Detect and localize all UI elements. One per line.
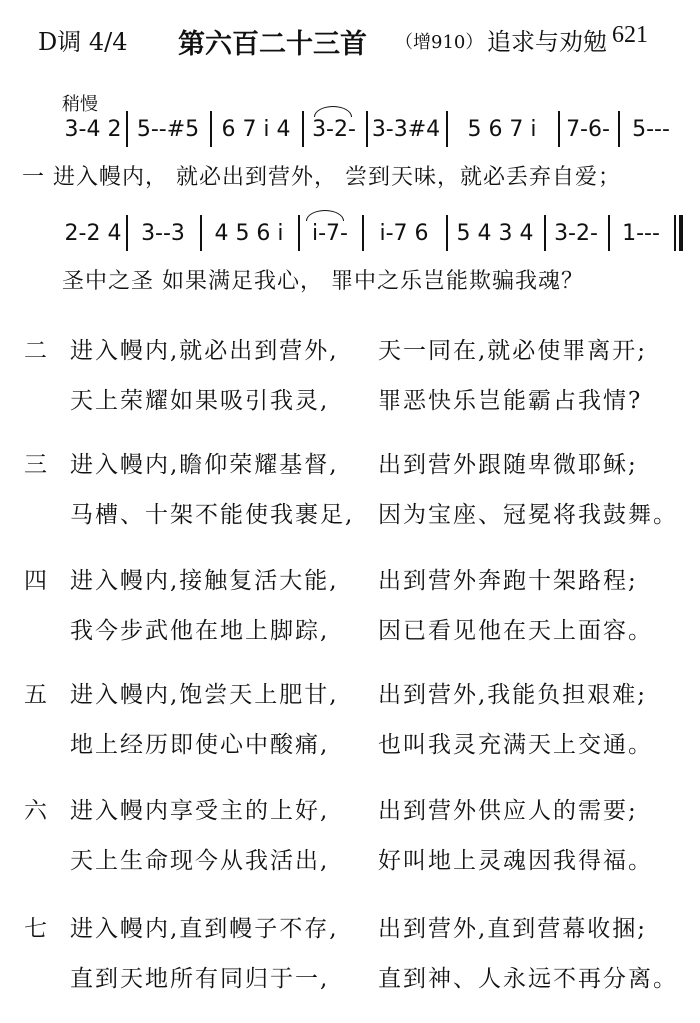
verse-line: 出到营外,我能负担艰难;: [378, 682, 648, 708]
verse-line: 进入幔内,接触复活大能,: [70, 568, 339, 594]
slur-mark: [306, 210, 344, 221]
verse-line: 天上生命现今从我活出,: [70, 848, 330, 874]
measure: 5 4 3 4: [456, 221, 534, 246]
measure: 1---: [622, 221, 660, 246]
lyric-line-2: 圣中之圣 如果满足我心， 罪中之乐岂能欺骗我魂？: [62, 269, 584, 294]
verse-line: 直到神、人永远不再分离。: [378, 966, 678, 992]
measure: 3-4 2: [64, 117, 122, 142]
measure: i-7 6: [379, 221, 429, 246]
verse-line: 进入幔内,瞻仰荣耀基督,: [70, 452, 339, 478]
verse-line: 出到营外奔跑十架路程;: [378, 568, 638, 594]
verse-line: 因已看见他在天上面容。: [378, 618, 653, 644]
music-staff-1: [62, 114, 684, 146]
tempo-marking: 稍慢: [62, 94, 98, 115]
verse-line: 罪恶快乐岂能霸占我情?: [378, 388, 643, 414]
measure: 5--#5: [136, 117, 200, 142]
verse-line: 直到天地所有同归于一,: [70, 966, 330, 992]
verse-number: 三: [24, 452, 47, 478]
measure: 3-2-: [312, 117, 356, 142]
measure: 6 7 i 4: [221, 117, 291, 142]
verse-number: 六: [24, 798, 47, 824]
verse-line: 进入幔内享受主的上好,: [70, 798, 330, 824]
verse-number: 五: [24, 682, 47, 708]
key-signature: D调 4/4: [38, 28, 128, 56]
page-number: 621: [612, 22, 648, 48]
verse-line: 出到营外供应人的需要;: [378, 798, 638, 824]
hymn-category: 追求与劝勉: [487, 28, 607, 56]
measure: 5 6 7 i: [467, 117, 537, 142]
measure: i-7-: [312, 221, 348, 246]
measure: 4 5 6 i: [214, 221, 284, 246]
hymn-title: 第六百二十三首: [178, 29, 367, 60]
verse-line: 出到营外跟随卑微耶稣;: [378, 452, 638, 478]
verse-line: 地上经历即使心中酸痛,: [70, 732, 330, 758]
music-staff-2: [62, 218, 684, 250]
verse-line: 进入幔内,直到幔子不存,: [70, 916, 339, 942]
verse-number: 四: [24, 568, 47, 594]
verse-line: 因为宝座、冠冕将我鼓舞。: [378, 502, 678, 528]
verse-line: 进入幔内,就必出到营外,: [70, 338, 339, 364]
verse-line: 马槽、十架不能使我裹足,: [70, 502, 355, 528]
verse-line: 天一同在,就必使罪离开;: [378, 338, 648, 364]
verse-number: 七: [24, 916, 47, 942]
measure: 3--3: [141, 221, 185, 246]
slur-mark: [314, 106, 352, 117]
measure: 2-2 4: [64, 221, 122, 246]
measure: 3-3#4: [371, 117, 441, 142]
verse-line: 好叫地上灵魂因我得福。: [378, 848, 653, 874]
verse-line: 天上荣耀如果吸引我灵,: [70, 388, 330, 414]
hymn-header: [0, 22, 700, 62]
verse-number: 二: [24, 338, 47, 364]
measure: 5---: [632, 117, 670, 142]
verse-line: 进入幔内,饱尝天上肥甘,: [70, 682, 339, 708]
final-barline-thick: [679, 215, 683, 251]
measure: 3-2-: [554, 221, 598, 246]
lyric-line-1: 一 进入幔内， 就必出到营外， 尝到天味，就必丢弃自爱；: [22, 165, 621, 190]
final-barline-thin: [674, 215, 676, 251]
verse-line: 也叫我灵充满天上交通。: [378, 732, 653, 758]
verse-line: 我今步武他在地上脚踪,: [70, 618, 330, 644]
hymn-reference: （增910）: [395, 32, 484, 53]
verse-line: 出到营外,直到营幕收捆;: [378, 916, 648, 942]
measure: 7-6-: [566, 117, 610, 142]
